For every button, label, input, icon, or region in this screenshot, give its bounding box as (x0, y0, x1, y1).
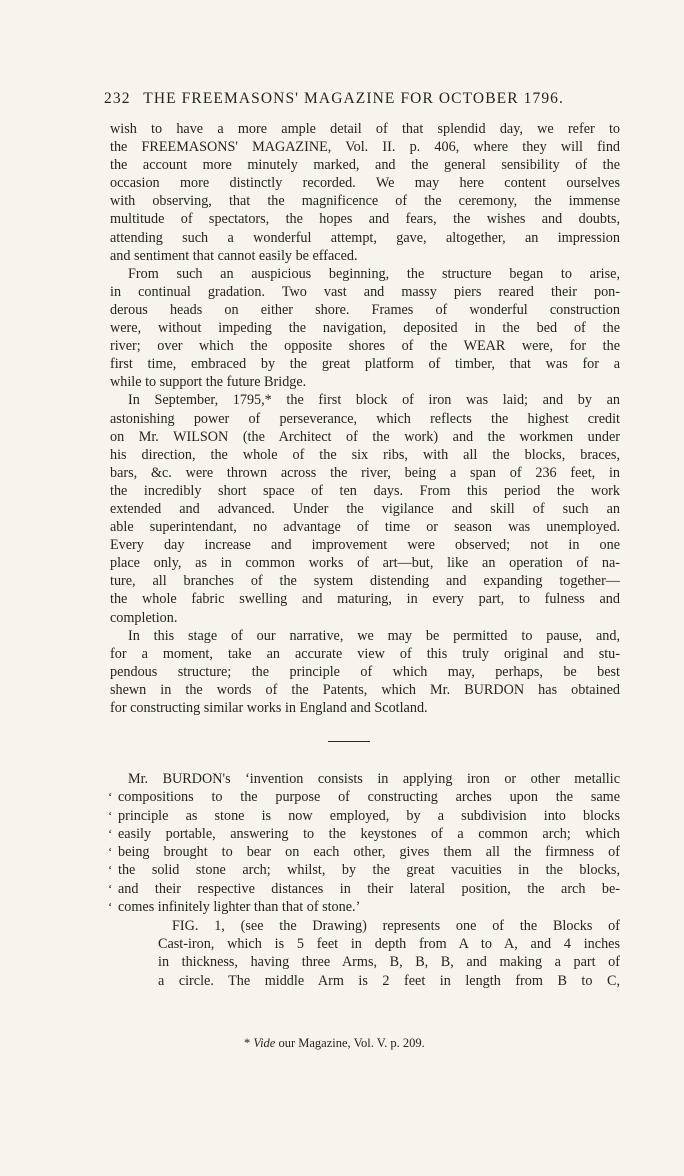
quote-mark: ‘ (108, 899, 113, 915)
text-line: pendous structure; the principle of which may, perhaps, be best (110, 663, 620, 680)
quote-mark: ‘ (108, 825, 113, 841)
paragraph (110, 120, 620, 265)
text-line: in continual gradation. Two vast and massy piers reared their pon- (110, 283, 620, 300)
text-line: place only, as in common works of art—but, like an operation of na- (110, 555, 620, 572)
quote-line: ‘ comes infinitely lighter than that of stone.’ (108, 899, 361, 916)
text-line: and sentiment that cannot easily be effaced. (110, 247, 358, 264)
footnote (244, 1036, 425, 1051)
paragraph (110, 265, 620, 392)
text-line: ture, all branches of the system distending and expanding together— (110, 573, 620, 590)
quote-mark: ‘ (108, 807, 113, 823)
text-line: his direction, the whole of the six ribs, with all the blocks, braces, (110, 446, 620, 463)
quote-line: ‘ easily portable, answering to the keystones of a common arch; which (108, 825, 620, 842)
text-line: astonishing power of perseverance, which reflects the highest credit (110, 410, 620, 427)
text-line: In this stage of our narrative, we may be permitted to pause, and, (128, 627, 620, 644)
quote-mark: ‘ (108, 862, 113, 878)
text-line: attending such a wonderful attempt, gave, altogether, an impression (110, 229, 620, 246)
text-line: the FREEMASONS' MAGAZINE, Vol. II. p. 406, where they will find (110, 139, 620, 156)
quote-line: ‘ being brought to bear on each other, gives them all the firmness of (108, 844, 620, 861)
body-text (110, 120, 620, 717)
text-line: with observing, that the magnificence of the ceremony, the immense (110, 193, 620, 210)
section-divider (328, 741, 370, 742)
text-line: the incredibly short space of ten days. From this period the work (110, 482, 620, 499)
patent-quotation (108, 770, 620, 916)
text-line: able superintendant, no advantage of time or season was unemployed. (110, 519, 620, 536)
text-line: for constructing similar works in England and Scotland. (110, 700, 428, 716)
text-line: multitude of spectators, the hopes and fears, the wishes and doubts, (110, 211, 620, 228)
text-line: Cast-iron, which is 5 feet in depth from A to A, and 4 inches (158, 936, 620, 953)
text-line: Every day increase and improvement were observed; not in one (110, 537, 620, 554)
quote-mark: ‘ (108, 789, 113, 805)
quote-line: ‘ compositions to the purpose of constructing arches upon the same (108, 789, 620, 806)
footnote-italic: Vide (253, 1036, 276, 1050)
text-line: completion. (110, 609, 178, 626)
text-line: derous heads on either shore. Frames of wonderful construction (110, 301, 620, 318)
paragraph (110, 627, 620, 717)
text-line: occasion more distinctly recorded. We may here content ourselves (110, 175, 620, 192)
text-line: extended and advanced. Under the vigilance and skill of such an (110, 500, 620, 517)
text-line: on Mr. WILSON (the Architect of the work) and the workmen under (110, 428, 620, 445)
text-line: the account more minutely marked, and the general sensibility of the (110, 157, 620, 174)
text-line: first time, embraced by the great platform of timber, that was for a (110, 356, 620, 373)
text-line: a circle. The middle Arm is 2 feet in length from B to C, (158, 972, 620, 989)
text-line: FIG. 1, (see the Drawing) represents one of the Blocks of (172, 918, 620, 934)
quote-line: ‘ principle as stone is now employed, by a subdivision into blocks (108, 807, 620, 824)
text-line: while to support the future Bridge. (110, 374, 307, 391)
text-line: From such an auspicious beginning, the structure began to arise, (128, 265, 620, 282)
text-line: shewn in the words of the Patents, which Mr. BURDON has obtained (110, 681, 620, 698)
text-line: in thickness, having three Arms, B, B, B, and making a part of (158, 954, 620, 971)
text-line: the whole fabric swelling and maturing, in every part, to fulness and (110, 591, 620, 608)
quote-line: Mr. BURDON's ‘invention consists in applying iron or other metallic (128, 771, 620, 787)
magazine-title: THE FREEMASONS' MAGAZINE FOR OCTOBER 1796. (143, 90, 565, 107)
page-number: 232 (104, 90, 131, 107)
text-line: In September, 1795,* the first block of iron was laid; and by an (128, 392, 620, 409)
quote-mark: ‘ (108, 844, 113, 860)
text-line: wish to have a more ample detail of that splendid day, we refer to (110, 121, 620, 137)
running-header (104, 90, 624, 108)
text-line: river; over which the opposite shores of the WEAR were, for the (110, 338, 620, 355)
quote-line: ‘ and their respective distances in their lateral position, the arch be- (108, 880, 620, 897)
figure-description (158, 917, 620, 990)
quote-mark: ‘ (108, 880, 113, 896)
text-line: were, without impeding the navigation, deposited in the bed of the (110, 320, 620, 337)
paragraph (110, 391, 620, 626)
footnote-text: our Magazine, Vol. V. p. 209. (278, 1036, 425, 1050)
quote-line: ‘ the solid stone arch; whilst, by the great vacuities in the blocks, (108, 862, 620, 879)
footnote-marker: * (244, 1036, 251, 1050)
text-line: for a moment, take an accurate view of this truly original and stu- (110, 645, 620, 662)
text-line: bars, &c. were thrown across the river, being a span of 236 feet, in (110, 464, 620, 481)
